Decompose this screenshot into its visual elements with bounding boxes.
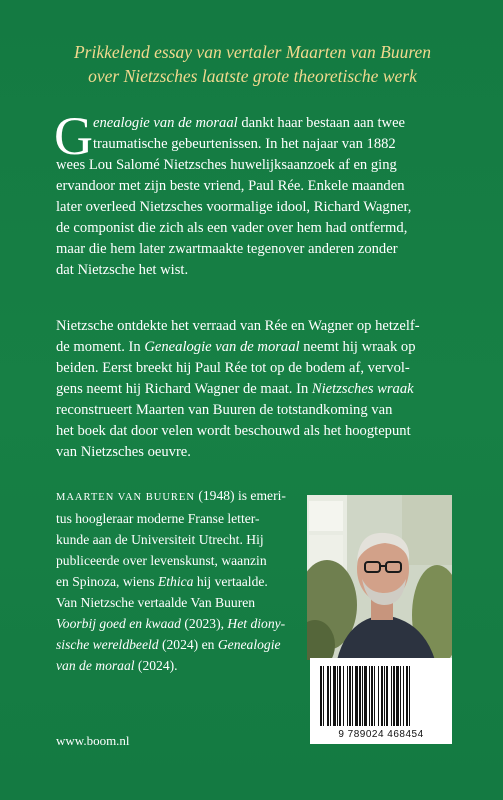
text-line: de componist die zich als een vader over hem had ontfermd, <box>56 220 408 236</box>
text-line: kunde aan de Universiteit Utrecht. Hij <box>56 532 264 547</box>
isbn-number: 9 789024 468454 <box>338 729 424 740</box>
tagline <box>30 40 475 88</box>
barcode-bars <box>310 658 452 728</box>
text-line: van Nietzsches oeuvre. <box>56 444 191 460</box>
book-title: enealogie van de moraal <box>93 115 238 131</box>
text-line: de moment. In Genealogie van de moraal neemt hij wraak op <box>56 339 416 355</box>
text-line: ervandoor met zijn beste vriend, Paul Rée. Enkele maanden <box>56 178 405 194</box>
intro-paragraph: enealogie van de moraal dankt haar bestaan aan twee traumatische gebeurtenissen. In het najaar van 1882 wees Lou Salomé Nietzsches huwelijksaanzoek af en ging ervandoor met zijn beste vriend, Paul Rée. Enkele maanden later overleed Nietzsches voormalige idool, Richard Wagner, de componist die zich als een vader over hem had ontfermd, maar die hem later zwartmaakte tegenover anderen zonder dat Nietzsche het wist. <box>56 113 456 281</box>
text-line: wees Lou Salomé Nietzsches huwelijksaanzoek af en ging <box>56 157 397 173</box>
author-photo <box>307 495 452 660</box>
text-line: reconstrueert Maarten van Buuren de totstandkoming van <box>56 402 393 418</box>
author-name: MAARTEN VAN BUUREN <box>56 492 195 503</box>
text-line: later overleed Nietzsches voormalige idool, Richard Wagner, <box>56 199 412 215</box>
author-bio: MAARTEN VAN BUUREN (1948) is emeri- tus hoogleraar moderne Franse letter- kunde aan de Universiteit Utrecht. Hij publiceerde over levenskunst, waanzin en Spinoza, wiens Ethica hij vertaalde. Van Nietzsche vertaalde Van Buuren Voorbij goed en kwaad (2023), Het diony- sische wereldbeeld (2024) en Genealogie van de moraal (2024). <box>56 485 301 676</box>
text-line: Van Nietzsche vertaalde Van Buuren <box>56 595 256 610</box>
barcode <box>310 658 452 744</box>
text-line: publiceerde over levenskunst, waanzin <box>56 553 267 568</box>
text-line: het boek dat door velen wordt beschouwd als het hoogtepunt <box>56 423 411 439</box>
text-line: gens neemt hij Richard Wagner de maat. In Nietzsches wraak <box>56 381 414 397</box>
text-line: traumatische gebeurtenissen. In het najaar van 1882 <box>93 136 396 152</box>
text-line: Nietzsche ontdekte het verraad van Rée en Wagner op hetzelf- <box>56 318 420 334</box>
text-line: beiden. Eerst breekt hij Paul Rée tot op de bodem af, vervol- <box>56 360 410 376</box>
second-paragraph <box>56 316 456 463</box>
author-portrait-image <box>307 495 452 660</box>
text-line: maar die hem later zwartmaakte tegenover anderen zonder <box>56 241 398 257</box>
drop-cap: G <box>54 106 93 166</box>
tagline-line: Prikkelend essay van vertaler Maarten van Buuren <box>73 42 431 62</box>
tagline-line: over Nietzsches laatste grote theoretische werk <box>88 66 417 86</box>
text-line: dat Nietzsche het wist. <box>56 262 189 278</box>
text-line: tus hoogleraar moderne Franse letter- <box>56 511 260 526</box>
publisher-url[interactable]: www.boom.nl <box>56 733 130 748</box>
